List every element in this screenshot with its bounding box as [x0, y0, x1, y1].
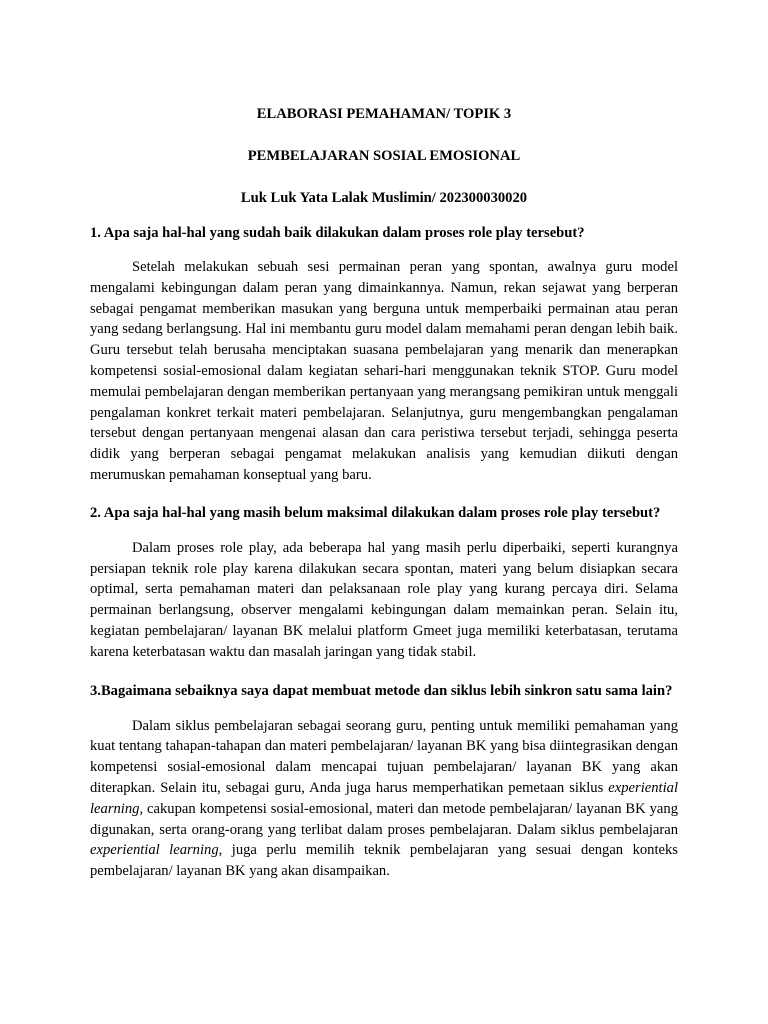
answer-3-part-b: cakupan kompetensi sosial-emosional, materi dan metode pembelajaran/ layanan BK yang digunakan, serta orang-orang yang terlibat dalam proses pembelajaran. Dalam siklus pembelajaran	[90, 800, 678, 838]
answer-3-part-c: juga perlu memilih teknik pembelajaran yang sesuai dengan konteks pembelajaran/ layanan BK yang akan disampaikan.	[90, 842, 678, 880]
answer-3	[90, 716, 678, 882]
question-2: 2. Apa saja hal-hal yang masih belum maksimal dilakukan dalam proses role play tersebut?	[90, 504, 661, 521]
answer-3-emphasis-2: experiential learning,	[90, 842, 223, 859]
answer-2: Dalam proses role play, ada beberapa hal yang masih perlu diperbaiki, seperti kurangnya persiapan teknik role play karena dilakukan secara spontan, materi yang belum disiapkan secara optimal, serta pemahaman materi dan pelaksanaan role play yang kurang percaya diri. Selama permainan berlangsung, observer mengalami kebingungan dalam memainkan peran. Selain itu, kegiatan pembelajaran/ layanan BK melalui platform Gmeet juga memiliki keterbatasan, terutama karena keterbatasan waktu dan masalah jaringan yang tidak stabil.	[90, 539, 678, 660]
document-author: Luk Luk Yata Lalak Muslimin/ 202300030020	[240, 190, 528, 206]
answer-1: Setelah melakukan sebuah sesi permainan peran yang spontan, awalnya guru model mengalami kebingungan dalam peran yang dimainkannya. Namun, rekan sejawat yang berperan sebagai pengamat memberikan masukan yang berguna untuk memperbaiki permainan atau peran yang sedang berlangsung. Hal ini membantu guru model dalam memahami peran dengan lebih baik. Guru tersebut telah berusaha menciptakan suasana pembelajaran yang menarik dan menerapkan kompetensi sosial-emosional dalam kegiatan sehari-hari menggunakan teknik STOP. Guru model memulai pembelajaran dengan memberikan pertanyaan yang merangsang pemikiran untuk menggali pengalaman konkret terkait materi pembelajaran. Selanjutnya, guru mengembangkan pengalaman tersebut dengan pertanyaan mengenai alasan dan cara peristiwa tersebut terjadi, sehingga peserta didik yang berperan sebagai pengamat melakukan analisis yang kemudian diikuti dengan merumuskan pemahaman konseptual yang baru.	[90, 259, 678, 483]
question-3: 3.Bagaimana sebaiknya saya dapat membuat metode dan siklus lebih sinkron satu sama lain?	[90, 682, 673, 699]
document-page	[90, 104, 678, 882]
question-1: 1. Apa saja hal-hal yang sudah baik dilakukan dalam proses role play tersebut?	[90, 225, 585, 241]
document-title: ELABORASI PEMAHAMAN/ TOPIK 3	[256, 106, 512, 122]
document-subtitle: PEMBELAJARAN SOSIAL EMOSIONAL	[247, 148, 521, 164]
answer-3-part-a: Dalam siklus pembelajaran sebagai seorang guru, penting untuk memiliki pemahaman yang kuat tentang tahapan-tahapan dan materi pembelajaran/ layanan BK yang bisa diintegrasikan dengan kompetensi sosial-emosional dalam mencapai tujuan pembelajaran/ layanan BK yang akan diterapkan. Selain itu, sebagai guru, Anda juga harus memperhatikan pemetaan siklus	[90, 717, 678, 796]
answer-3-emphasis-1: experiential learning,	[90, 779, 678, 817]
